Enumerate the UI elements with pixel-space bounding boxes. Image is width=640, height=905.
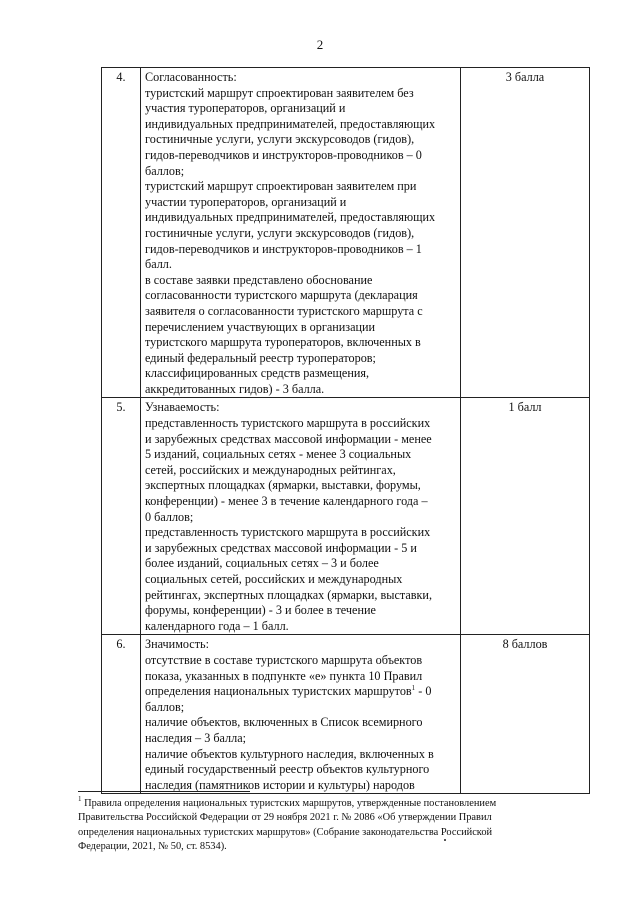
footnote-reference-text: определения национальных туристских маршрутов <box>145 684 412 699</box>
text-line: представленность туристского маршрута в российских <box>145 416 431 431</box>
text-line: перечислением участвующих в организации <box>145 319 376 334</box>
text-line: гостиничные услуги, услуги экскурсоводов (гидов), <box>145 225 415 240</box>
text-line: наличие объектов культурного наследия, включенных в <box>145 746 434 761</box>
footnote <box>78 797 586 855</box>
text-line-with-footnote <box>145 684 456 700</box>
criterion-description <box>141 398 461 635</box>
text-line: классифицированных средств размещения, <box>145 366 370 381</box>
text-line: баллов; <box>145 163 185 178</box>
text-line: Значимость: <box>145 637 209 652</box>
text-line: рейтингах, экспертных площадках (ярмарки, выставки, <box>145 587 432 602</box>
text-line: гостиничные услуги, услуги экскурсоводов (гидов), <box>145 132 415 147</box>
table-row <box>102 398 590 635</box>
text-line: конференции) - менее 3 в течение календарного года – <box>145 494 428 509</box>
text-line: балл. <box>145 257 172 272</box>
text-line: наследия (памятников истории и культуры) народов <box>145 777 415 792</box>
footnote-mark: 1 <box>78 795 82 803</box>
row-number: 6. <box>102 635 141 794</box>
score-value: 3 балла <box>461 68 590 398</box>
footnote-line: определения национальных туристских маршрутов» (Собрание законодательства Российской <box>78 826 493 838</box>
text-line: и зарубежных средствах массовой информации - 5 и <box>145 540 417 555</box>
footnote-divider <box>78 791 250 792</box>
footnote-line <box>78 797 586 811</box>
text-line: Согласованность: <box>145 70 237 84</box>
text-line: участия туроператоров, организаций и <box>145 101 346 116</box>
footnote-line: Федерации, 2021, № 50, ст. 8534). <box>78 841 227 853</box>
scan-speck <box>444 839 446 841</box>
text-line: 5 изданий, социальных сетях - менее 3 социальных <box>145 447 412 462</box>
text-line: туристского маршрута туроператоров, включенных в <box>145 335 421 350</box>
criterion-description <box>141 68 461 398</box>
footnote-reference-mark[interactable]: 1 <box>411 684 416 693</box>
text-line: туристский маршрут спроектирован заявителем при <box>145 179 417 194</box>
text-line: индивидуальных предпринимателей, предоставляющих <box>145 210 436 225</box>
text-line: баллов; <box>145 699 185 714</box>
text-line: Узнаваемость: <box>145 400 220 415</box>
text-line: социальных сетей, российских и международных <box>145 572 403 586</box>
text-line: отсутствие в составе туристского маршрута объектов <box>145 652 423 667</box>
text-line: гидов-переводчиков и инструкторов-проводников – 0 <box>145 147 422 162</box>
table-row <box>102 68 590 398</box>
footnote-text: Правила определения национальных туристских маршрутов, утвержденные постановлением <box>84 798 497 809</box>
text-line: показа, указанных в подпункте «е» пункта 10 Правил <box>145 668 423 683</box>
criterion-description <box>141 635 461 794</box>
page-number: 2 <box>316 37 324 52</box>
text-line: единый государственный реестр объектов культурного <box>145 762 430 777</box>
text-line: наследия – 3 балла; <box>145 730 247 745</box>
text-line: и зарубежных средствах массовой информации - менее <box>145 431 432 446</box>
text-line: наличие объектов, включенных в Список всемирного <box>145 715 423 730</box>
text-line: гидов-переводчиков и инструкторов-проводников – 1 <box>145 241 422 256</box>
row-number: 5. <box>102 398 141 635</box>
text-line: согласованности туристского маршрута (декларация <box>145 288 418 303</box>
text-line: представленность туристского маршрута в российских <box>145 525 431 540</box>
text-line: единый федеральный реестр туроператоров; <box>145 350 376 365</box>
text-fragment: - 0 <box>415 684 432 699</box>
text-line: индивидуальных предпринимателей, предоставляющих <box>145 116 436 131</box>
text-line: аккредитованных гидов) - 3 балла. <box>145 381 325 396</box>
text-line: форумы, конференции) - 3 и более в течение <box>145 603 376 618</box>
criteria-table <box>101 67 590 794</box>
text-line: 0 баллов; <box>145 509 194 524</box>
row-number: 4. <box>102 68 141 398</box>
text-line: в составе заявки представлено обоснование <box>145 272 373 287</box>
text-line: экспертных площадках (ярмарки, выставки, форумы, <box>145 478 421 493</box>
text-line: сетей, российских и международных рейтингах, <box>145 462 396 477</box>
text-line: более изданий, социальных сетях – 3 и более <box>145 556 379 571</box>
table-row <box>102 635 590 794</box>
score-value: 8 баллов <box>461 635 590 794</box>
text-line: участии туроператоров, организаций и <box>145 194 347 209</box>
footnote-line: Правительства Российской Федерации от 29 ноября 2021 г. № 2086 «Об утверждении Правил <box>78 812 492 824</box>
text-line: заявителя о согласованности туристского маршрута с <box>145 303 423 318</box>
text-line: туристский маршрут спроектирован заявителем без <box>145 85 414 100</box>
score-value: 1 балл <box>461 398 590 635</box>
text-line: календарного года – 1 балл. <box>145 618 289 633</box>
